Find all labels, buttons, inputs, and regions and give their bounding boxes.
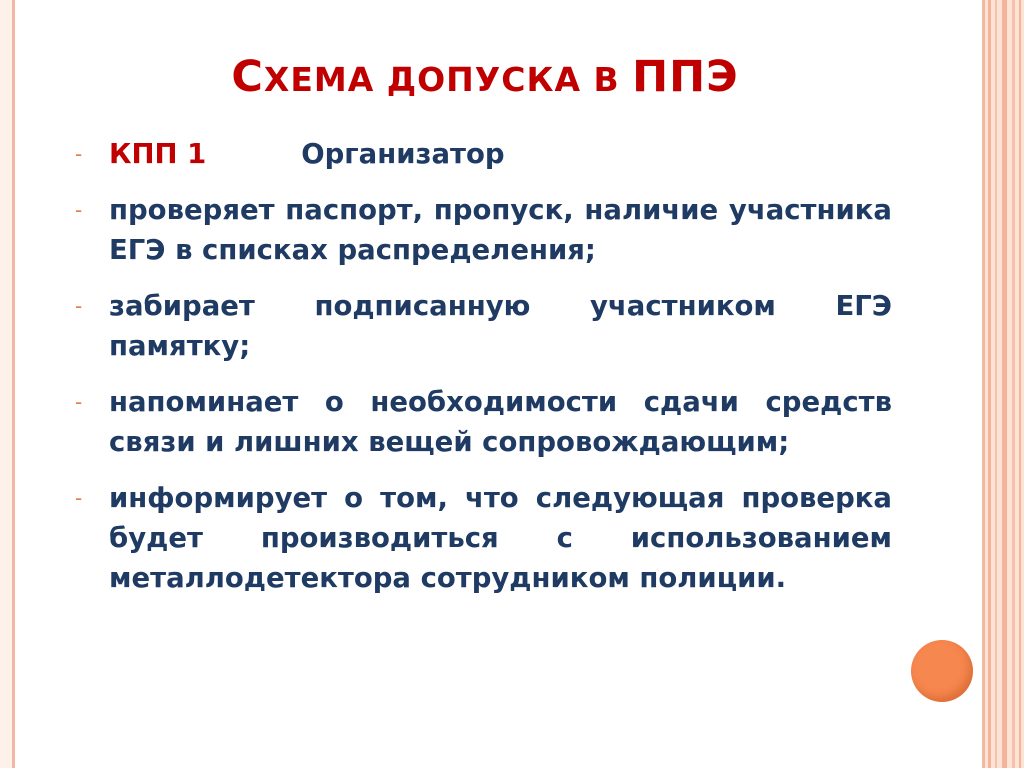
title-last-word: ППЭ: [632, 52, 739, 102]
list-item-kpp: [75, 134, 892, 174]
title-middle: ХЕМА ДОПУСКА В: [263, 60, 633, 99]
title-first-letter: С: [231, 52, 264, 102]
decorative-stripes: [985, 0, 1024, 768]
list-item: - забирает подписанную участником ЕГЭ памятку;: [75, 286, 892, 366]
role-label: Организатор: [301, 138, 505, 170]
slide-title: [15, 52, 955, 102]
list-item: - напоминает о необходимости сдачи средств связи и лишних вещей сопровождающим;: [75, 382, 892, 462]
bullet-list: [75, 134, 892, 614]
list-item: - информирует о том, что следующая проверка будет производиться с использованием металлодетектора сотрудником полиции.: [75, 478, 892, 598]
list-item: - проверяет паспорт, пропуск, наличие участника ЕГЭ в списках распределения;: [75, 190, 892, 270]
decorative-circle: [911, 640, 973, 702]
slide: [15, 0, 982, 768]
kpp-label: КПП 1: [109, 138, 207, 170]
